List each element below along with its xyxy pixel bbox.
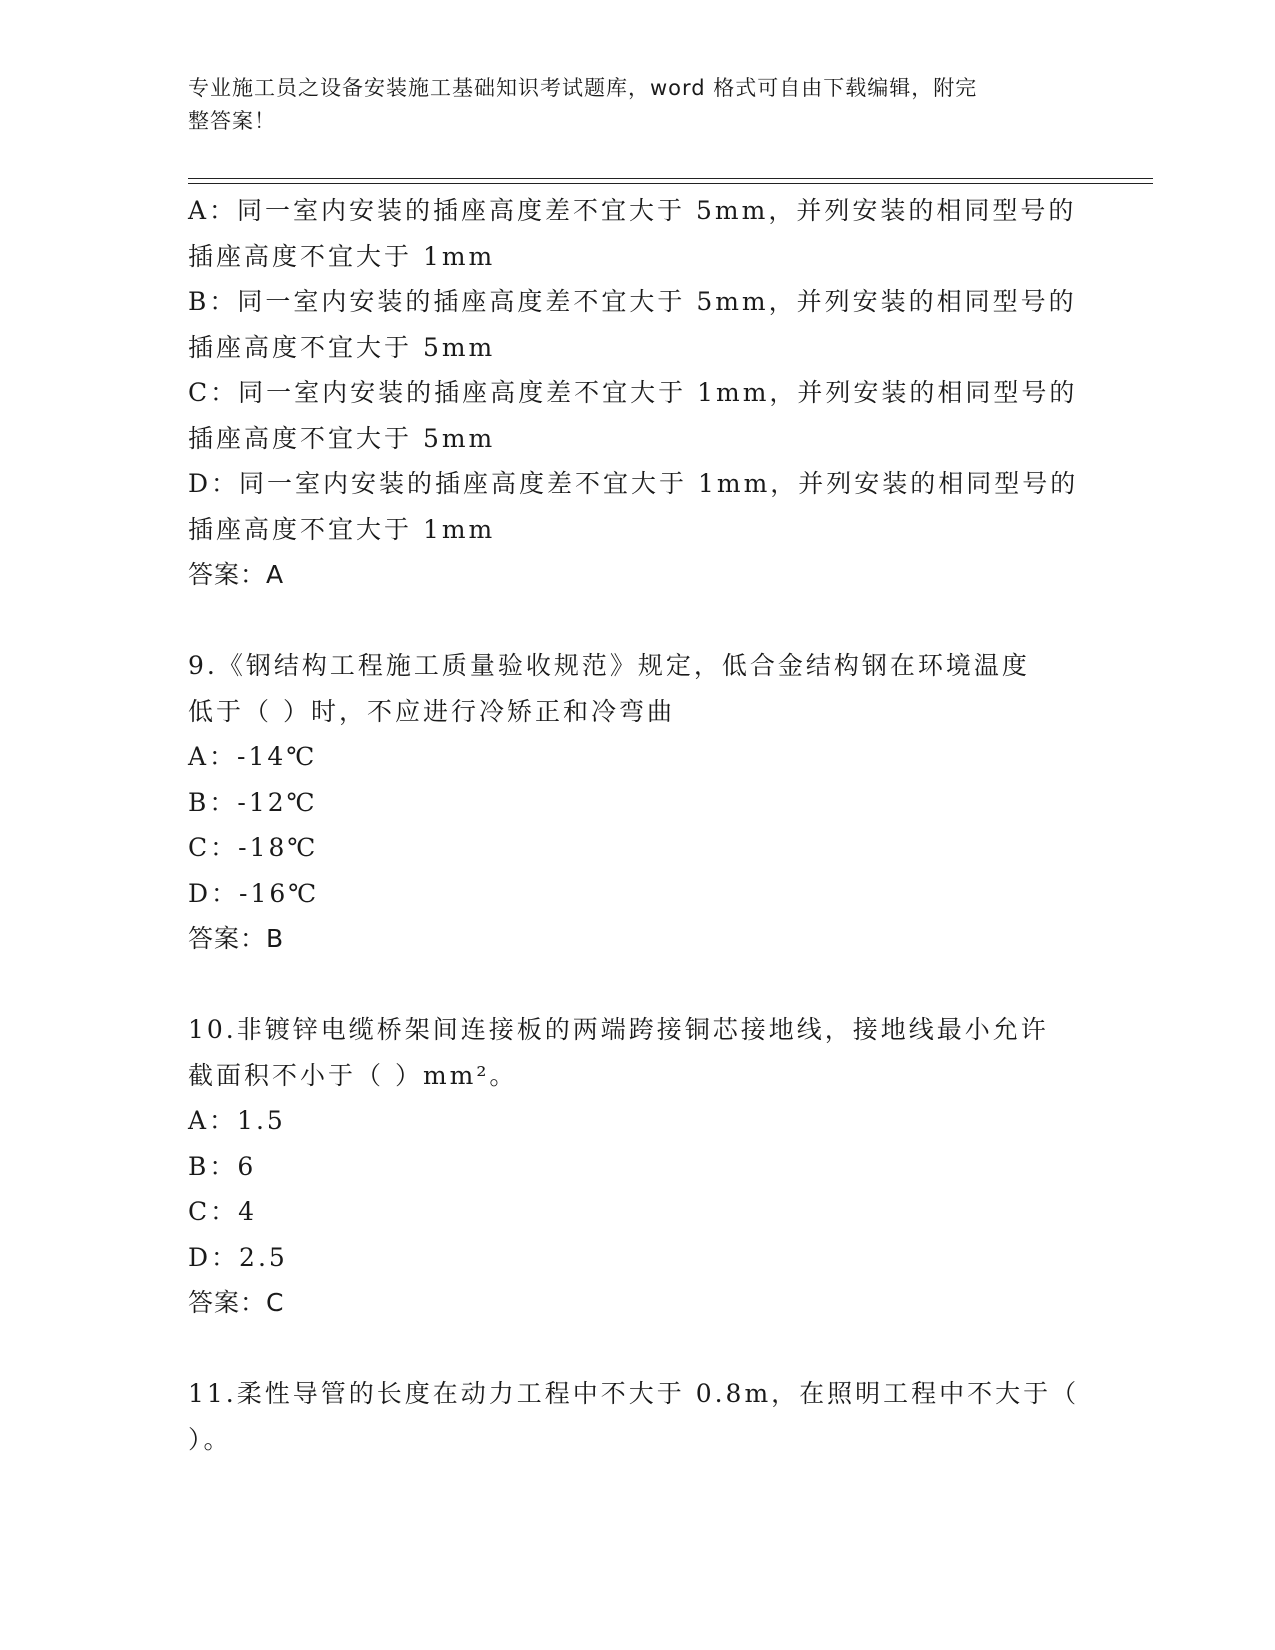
q11-question-line-2: ）。	[188, 1424, 232, 1454]
q8-option-b-line-2: 插座高度不宜大于 5mm	[188, 332, 496, 362]
q10-option-a: A：1.5	[188, 1106, 286, 1135]
q8-option-a-line-1: A：同一室内安装的插座高度差不宜大于 5mm，并列安装的相同型号的	[188, 196, 1077, 225]
q9-question-line-2: 低于（ ）时，不应进行冷矫正和冷弯曲	[188, 696, 675, 726]
spacer	[188, 1326, 1088, 1372]
q8-option-d-line-2: 插座高度不宜大于 1mm	[188, 514, 496, 544]
document-content	[188, 188, 1088, 1462]
q10-question-line-2: 截面积不小于（ ）mm²。	[188, 1060, 518, 1090]
q10-option-b: B：6	[188, 1151, 257, 1181]
header-line-1: 专业施工员之设备安装施工基础知识考试题库，word 格式可自由下载编辑，附完	[188, 76, 978, 100]
q9-option-c: C：-18℃	[188, 833, 319, 862]
q9-question-line-1: 9.《钢结构工程施工质量验收规范》规定，低合金结构钢在环境温度	[188, 651, 1030, 680]
q8-option-b-line-1: B：同一室内安装的插座高度差不宜大于 5mm，并列安装的相同型号的	[188, 287, 1077, 316]
q8-option-a-line-2: 插座高度不宜大于 1mm	[188, 241, 496, 271]
q9-option-a: A：-14℃	[188, 742, 318, 771]
q10-option-c: C：4	[188, 1197, 258, 1226]
q8-answer: 答案：A	[188, 560, 285, 589]
spacer	[188, 962, 1088, 1008]
question-11	[188, 1371, 1088, 1462]
q10-answer: 答案：C	[188, 1288, 285, 1317]
page-header	[188, 72, 1078, 138]
q8-option-d-line-1: D：同一室内安装的插座高度差不宜大于 1mm，并列安装的相同型号的	[188, 469, 1079, 498]
spacer	[188, 598, 1088, 644]
q11-question-line-1: 11.柔性导管的长度在动力工程中不大于 0.8m，在照明工程中不大于（	[188, 1379, 1080, 1408]
question-8	[188, 188, 1088, 598]
q8-option-c-line-1: C：同一室内安装的插座高度差不宜大于 1mm，并列安装的相同型号的	[188, 378, 1078, 407]
q10-question-line-1: 10.非镀锌电缆桥架间连接板的两端跨接铜芯接地线，接地线最小允许	[188, 1015, 1049, 1044]
q9-answer: 答案：B	[188, 924, 285, 953]
question-10	[188, 1007, 1088, 1326]
q10-option-d: D：2.5	[188, 1242, 288, 1272]
header-double-rule	[188, 178, 1153, 184]
q9-option-b: B：-12℃	[188, 787, 318, 817]
question-9	[188, 643, 1088, 962]
q9-option-d: D：-16℃	[188, 878, 320, 908]
q8-option-c-line-2: 插座高度不宜大于 5mm	[188, 423, 496, 453]
header-line-2: 整答案！	[188, 109, 276, 133]
